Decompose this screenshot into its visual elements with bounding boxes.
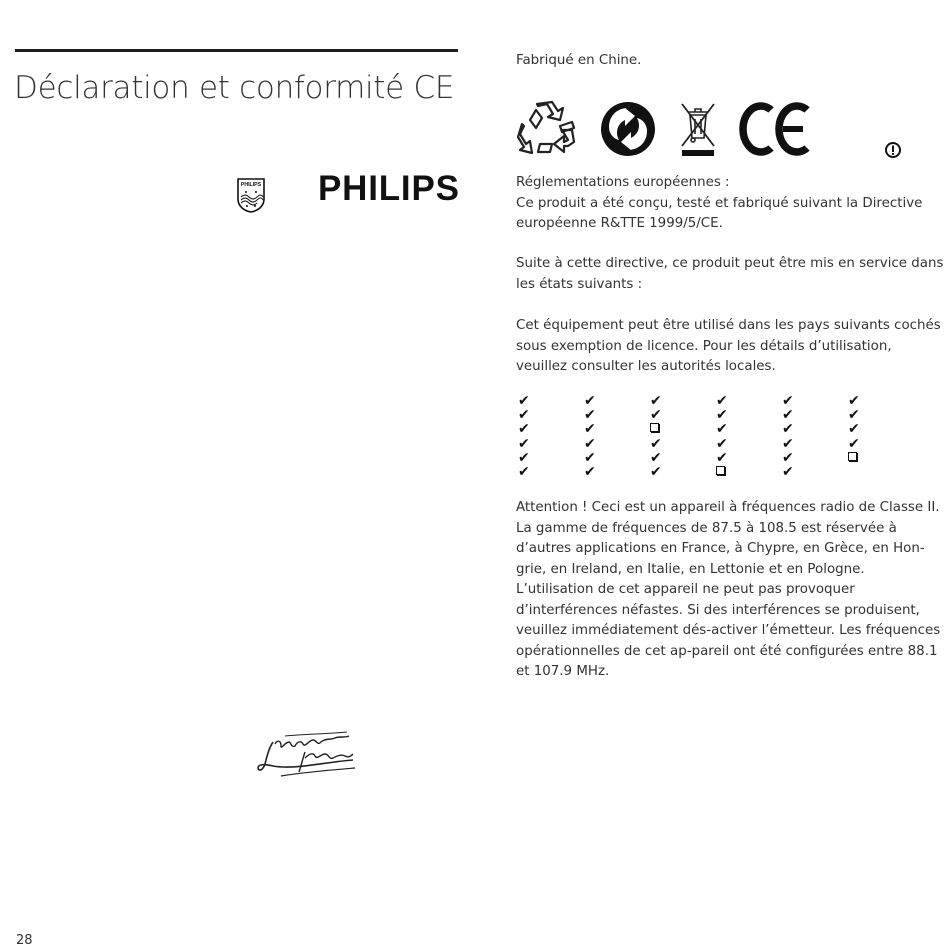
attention-text: Attention ! Ceci est un appareil à fréquences radio de Classe II. La gamme de fréquences de 87.5 à 108.5 est réservée à d’autres applications en France, à Chypre, en Grèce, en Hon-grie, en Ireland, en Italie, en Lettonie et en Pologne. L’utilisation de cet appareil ne peut pas provoquer d’interférences néfastes. Si des interférences se produisent, veuillez immédiatement dés-activer l’émetteur. Les fréquences opérationnelles de cet ap-pareil ont été configurées entre 88.1 et 107.9 MHz. bbox=[516, 500, 941, 679]
empty-box bbox=[650, 422, 666, 436]
ce-mark-icon bbox=[739, 100, 813, 158]
matrix-column bbox=[848, 394, 864, 479]
philips-wordmark: PHILIPS bbox=[318, 169, 460, 208]
check-mark: ✔ bbox=[650, 463, 662, 480]
check-mark: ✔ bbox=[518, 393, 530, 409]
check-mark: ✔ bbox=[518, 463, 530, 480]
matrix-column bbox=[782, 394, 798, 479]
check-mark: ✔ bbox=[848, 421, 860, 438]
check-mark: ✔ bbox=[584, 463, 596, 480]
check-mark: ✔ bbox=[518, 421, 530, 438]
empty-box bbox=[848, 451, 864, 465]
usage-text: Cet équipement peut être utilisé dans les pays suivants cochés sous exemption de licence. Pour les détails d’utilisation, veuillez consulter les autorités locales. bbox=[516, 318, 941, 374]
check-mark: ✔ bbox=[716, 393, 728, 409]
country-checkbox-matrix bbox=[518, 394, 918, 484]
empty-box-icon bbox=[650, 423, 659, 432]
regulations-text: Réglementations européennes : Ce produit a été conçu, testé et fabriqué suivant la Directive européenne R&TTE 1999/5/CE. bbox=[516, 175, 923, 231]
check-mark: ✔ bbox=[584, 393, 596, 409]
check-mark: ✔ bbox=[518, 407, 530, 424]
empty-box bbox=[716, 465, 732, 479]
check-mark: ✔ bbox=[716, 421, 728, 438]
check-mark: ✔ bbox=[716, 449, 728, 466]
empty-box-icon bbox=[848, 452, 857, 461]
empty-box-icon bbox=[716, 466, 725, 475]
check-mark: ✔ bbox=[716, 435, 728, 452]
signature-image bbox=[255, 728, 360, 786]
matrix-column bbox=[716, 394, 732, 479]
check-mark: ✔ bbox=[650, 407, 662, 424]
check-mark: ✔ bbox=[782, 463, 794, 480]
matrix-column bbox=[650, 394, 666, 479]
check-mark: ✔ bbox=[782, 435, 794, 452]
made-in-text: Fabriqué en Chine. bbox=[516, 53, 642, 68]
check-mark: ✔ bbox=[782, 407, 794, 424]
certification-icons bbox=[516, 98, 916, 160]
matrix-column bbox=[518, 394, 534, 479]
check-mark: ✔ bbox=[650, 393, 662, 409]
check-mark: ✔ bbox=[650, 449, 662, 466]
alert-class2-icon bbox=[884, 141, 902, 159]
weee-crossed-bin-icon bbox=[678, 100, 718, 158]
philips-shield-icon bbox=[236, 177, 266, 213]
check-mark: ✔ bbox=[584, 435, 596, 452]
check-mark: ✔ bbox=[518, 435, 530, 452]
title-rule bbox=[15, 49, 458, 52]
matrix-column bbox=[584, 394, 600, 479]
check-mark: ✔ bbox=[584, 407, 596, 424]
check-mark: ✔ bbox=[848, 407, 860, 424]
check-mark: ✔ bbox=[584, 449, 596, 466]
check-mark: ✔ bbox=[848, 393, 860, 409]
check-mark: ✔ bbox=[518, 449, 530, 466]
check-mark: ✔ bbox=[584, 421, 596, 438]
empty-cell bbox=[848, 465, 864, 479]
green-dot-icon bbox=[599, 100, 657, 158]
check-mark: ✔ bbox=[650, 435, 662, 452]
check-mark: ✔ bbox=[848, 435, 860, 452]
check-mark: ✔ bbox=[782, 393, 794, 409]
check-mark: ✔ bbox=[716, 407, 728, 424]
page-number: 28 bbox=[16, 933, 33, 948]
check-mark: ✔ bbox=[782, 449, 794, 466]
check-mark: ✔ bbox=[782, 421, 794, 438]
directive-text: Suite à cette directive, ce produit peut être mis en service dans les états suivants : bbox=[516, 256, 944, 292]
page-title: Déclaration et conformité CE bbox=[14, 70, 455, 106]
svg-text:PHILIPS: PHILIPS bbox=[240, 182, 262, 188]
recycling-icon bbox=[516, 100, 578, 158]
